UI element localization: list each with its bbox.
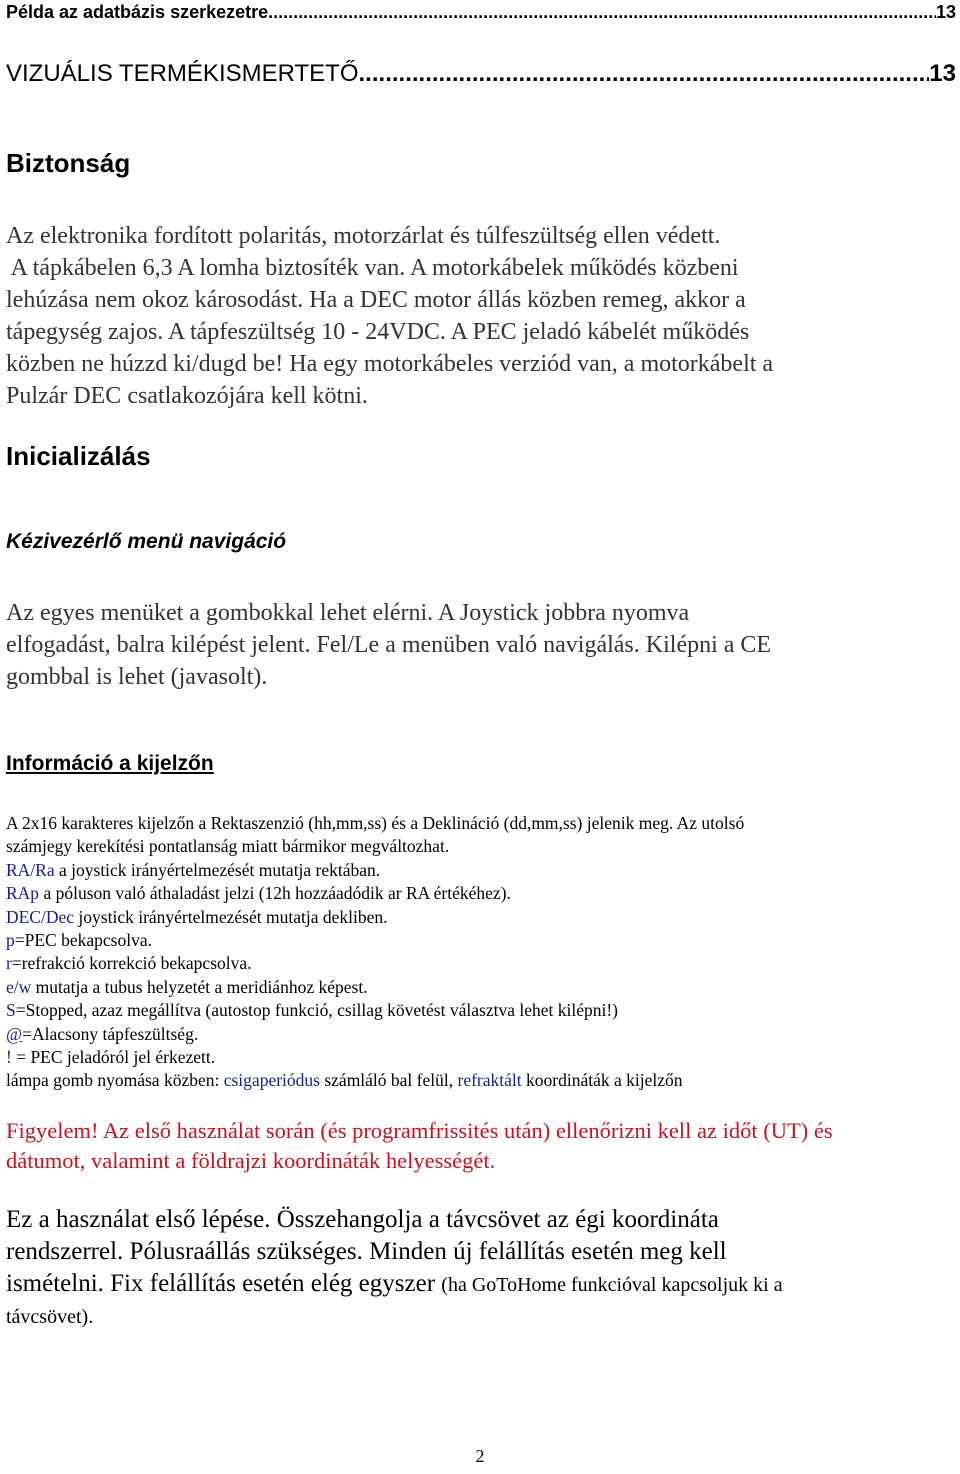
list-item bbox=[6, 859, 956, 882]
text-line: gombbal is lehet (javasolt). bbox=[6, 664, 268, 690]
toc-title: Példa az adatbázis szerkezetre bbox=[6, 2, 269, 22]
text-line: dátumot, valamint a földrajzi koordináták helyességét. bbox=[6, 1148, 496, 1173]
text-line: Ez a használat első lépése. Összehangolja a távcsövet az égi koordináta bbox=[6, 1206, 719, 1233]
init-heading: Inicializálás bbox=[6, 441, 151, 471]
text-line: Az elektronika fordított polaritás, motorzárlat és túlfeszültség ellen védett. bbox=[6, 223, 721, 249]
lamp-key-refract: refraktált bbox=[457, 1070, 522, 1091]
item-text: a joystick irányértelmezését mutatja rektában. bbox=[54, 859, 381, 880]
security-paragraph bbox=[6, 220, 956, 412]
list-item bbox=[6, 1023, 956, 1046]
toc-title: VIZUÁLIS TERMÉKISMERTETŐ bbox=[6, 60, 359, 87]
list-item bbox=[6, 952, 956, 975]
list-item bbox=[6, 1046, 956, 1069]
lamp-mid: számláló bal felül, bbox=[319, 1070, 458, 1091]
toc-entry[interactable] bbox=[6, 2, 956, 23]
item-key: ! bbox=[6, 1047, 12, 1068]
menu-nav-heading: Kézivezérlő menü navigáció bbox=[6, 530, 287, 553]
text-line: lehúzása nem okoz károsodást. Ha a DEC motor állás közben remeg, akkor a bbox=[6, 287, 746, 313]
text-line: A tápkábelen 6,3 A lomha biztosíték van. A motorkábelek működés közbeni bbox=[6, 255, 739, 281]
text-span: ismételni. Fix felállítás esetén elég egyszer bbox=[6, 1270, 442, 1297]
item-key: r bbox=[6, 953, 12, 974]
text-line: Pulzár DEC csatlakozójára kell kötni. bbox=[6, 383, 368, 409]
lamp-line bbox=[6, 1069, 956, 1092]
toc-leader bbox=[359, 60, 930, 88]
list-item bbox=[6, 906, 956, 929]
menu-nav-paragraph bbox=[6, 597, 956, 693]
display-info-list bbox=[6, 812, 956, 1093]
text-line: A 2x16 karakteres kijelzőn a Rektaszenzió (hh,mm,ss) és a Deklináció (dd,mm,ss) jelenik meg. Az utolsó bbox=[6, 813, 745, 833]
text-line: számjegy kerekítési pontatlanság miatt bármikor megváltozhat. bbox=[6, 836, 450, 857]
toc-page: 13 bbox=[929, 60, 956, 87]
item-text: a póluson való áthaladást jelzi (12h hozzáadódik ar RA értékéhez). bbox=[39, 883, 511, 904]
item-key: RAp bbox=[6, 883, 40, 904]
page-number: 2 bbox=[475, 1446, 485, 1466]
item-text: mutatja a tubus helyzetét a meridiánhoz képest. bbox=[31, 976, 368, 997]
item-key: RA/Ra bbox=[6, 859, 55, 880]
item-text: =PEC bekapcsolva. bbox=[14, 930, 152, 951]
text-span-small: (ha GoToHome funkcióval kapcsoljuk ki a bbox=[441, 1274, 783, 1296]
text-line bbox=[6, 1268, 956, 1301]
warning-paragraph bbox=[6, 1116, 956, 1176]
item-text: =Alacsony tápfeszültség. bbox=[22, 1023, 199, 1044]
text-line: Az egyes menüket a gombokkal lehet elérni. A Joystick jobbra nyomva bbox=[6, 600, 690, 626]
toc-entry[interactable] bbox=[6, 60, 956, 88]
item-text: = PEC jeladóról jel érkezett. bbox=[11, 1047, 216, 1068]
item-text: =refrakció korrekció bekapcsolva. bbox=[11, 953, 252, 974]
item-key: @ bbox=[6, 1023, 23, 1044]
lamp-key-period: csigaperiódus bbox=[223, 1070, 320, 1091]
item-text: joystick irányértelmezését mutatja dekliben. bbox=[74, 906, 388, 927]
text-line: közben ne húzzd ki/dugd be! Ha egy motorkábeles verziód van, a motorkábelt a bbox=[6, 351, 774, 377]
toc-leader bbox=[268, 2, 936, 23]
text-line: tápegység zajos. A tápfeszültség 10 - 24VDC. A PEC jeladó kábelét működés bbox=[6, 319, 750, 345]
lamp-prefix: lámpa gomb nyomása közben: bbox=[6, 1070, 224, 1091]
list-item bbox=[6, 976, 956, 999]
first-step-paragraph bbox=[6, 1204, 956, 1333]
list-item bbox=[6, 929, 956, 952]
text-line: rendszerrel. Pólusraállás szükséges. Minden új felállítás esetén meg kell bbox=[6, 1238, 727, 1265]
display-info-heading: Információ a kijelzőn bbox=[6, 752, 214, 775]
list-item bbox=[6, 999, 956, 1022]
item-key: S bbox=[6, 1000, 16, 1021]
item-key: p bbox=[6, 930, 15, 951]
item-key: DEC/Dec bbox=[6, 906, 75, 927]
text-line: Figyelem! Az első használat során (és programfrissités után) ellenőrizni kell az időt (UT) és bbox=[6, 1118, 833, 1143]
item-key: e/w bbox=[6, 976, 32, 997]
item-text: =Stopped, azaz megállítva (autostop funkció, csillag követést választva lehet kilépni!) bbox=[15, 1000, 618, 1021]
security-heading: Biztonság bbox=[6, 148, 131, 178]
lamp-suffix: koordináták a kijelzőn bbox=[521, 1070, 683, 1091]
text-line: elfogadást, balra kilépést jelent. Fel/Le a menüben való navigálás. Kilépni a CE bbox=[6, 632, 772, 658]
list-item bbox=[6, 882, 956, 905]
text-line: távcsövet). bbox=[6, 1306, 94, 1328]
toc-page: 13 bbox=[935, 2, 956, 22]
